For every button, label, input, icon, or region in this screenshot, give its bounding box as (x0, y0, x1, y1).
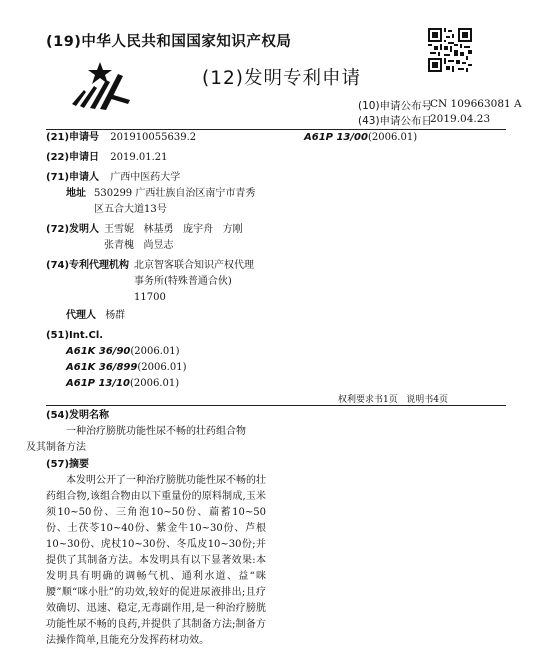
intcl-date: (2006.01) (130, 346, 180, 357)
inventor-label: (72)发明人 (46, 224, 100, 235)
agent-row (66, 308, 125, 324)
address-line-1: 530299 广西壮族自治区南宁市青秀 (94, 188, 256, 199)
agency-label: (74)专利代理机构 (46, 260, 130, 271)
invention-name-line-1: 一种治疗膀胱功能性尿不畅的壮药组合物 (66, 426, 246, 437)
intcl-code: A61P 13/10 (66, 378, 130, 389)
abstract-label: (57)摘要 (46, 459, 90, 470)
intcl-item-2 (66, 360, 186, 376)
document-type-title: (12)发明专利申请 (202, 68, 361, 89)
publication-date-label: (43)申请公布日 (358, 115, 433, 127)
application-date: 2019.01.21 (110, 152, 168, 163)
agency-line-1: 北京智客联合知识产权代理 (134, 260, 254, 271)
invention-name-line-2: 及其制备方法 (26, 442, 86, 453)
section-divider (46, 405, 506, 406)
agency-line-2: 事务所(特殊普通合伙) (134, 276, 232, 287)
abstract-text: 本发明公开了一种治疗膀胱功能性尿不畅的壮药组合物,该组合物由以下重量份的原料制成,玉米须10~50份、三角泡10~50份、萹蓄10~50份、土茯苓10~40份、紫金牛10~30份、芦根10~30份、虎杖10~30份、冬瓜皮10~30份;并提供了其制备方法。本发明具有以下显著效果:本发明具有明确的调畅气机、通利水道、益“咪腰”顺“咪小肚”的功效,较好的促进尿液排出;且疗效确切、迅速、稳定,无毒副作用,是一种治疗膀胱功能性尿不畅的良药,并提供了其制备方法;制备方法操作简单,且能充分发挥药材功效。 (46, 475, 266, 646)
address-label: 地址 (66, 188, 86, 199)
application-number-label: (21)申请号 (46, 132, 100, 143)
publication-number: CN 109663081 A (430, 98, 522, 110)
publication-number-label: (10)申请公布号 (358, 100, 433, 112)
intcl-code: A61K 36/899 (66, 362, 138, 373)
inventor-line-1: 王雪妮 林基勇 庞宇舟 方刚 (104, 224, 243, 235)
applicant-label: (71)申请人 (46, 172, 100, 183)
agent: 杨群 (105, 310, 126, 321)
classification-right (304, 130, 417, 146)
intcl-date: (2006.01) (137, 362, 187, 373)
applicant: 广西中医药大学 (110, 172, 181, 183)
invention-name-label: (54)发明名称 (46, 410, 110, 421)
intcl-label: (51)Int.Cl. (46, 330, 104, 341)
applicant-row (46, 170, 180, 186)
application-date-label: (22)申请日 (46, 152, 100, 163)
intcl-item-3 (66, 376, 179, 392)
classification-right-code: A61P 13/00 (304, 132, 368, 143)
intcl-item-1 (66, 344, 180, 360)
patent-office-name: (19)中华人民共和国国家知识产权局 (46, 34, 292, 50)
invention-name (26, 424, 270, 456)
qr-code (428, 28, 472, 72)
classification-right-date: (2006.01) (367, 132, 418, 143)
publication-date: 2019.04.23 (430, 113, 491, 125)
cnipa-logo (70, 60, 132, 110)
page-count-note: 权利要求书1页 说明书4页 (338, 395, 449, 405)
agency-line-3: 11700 (134, 292, 166, 303)
application-date-row (46, 150, 168, 166)
application-number-row (46, 130, 196, 146)
intcl-date: (2006.01) (129, 378, 180, 389)
address-line-2: 区五合大道13号 (94, 204, 167, 215)
inventor-line-2: 张青槐 尚昱志 (104, 240, 174, 251)
agent-label: 代理人 (66, 310, 96, 321)
application-number: 201910055639.2 (110, 132, 197, 143)
intcl-code: A61K 36/90 (66, 346, 131, 357)
